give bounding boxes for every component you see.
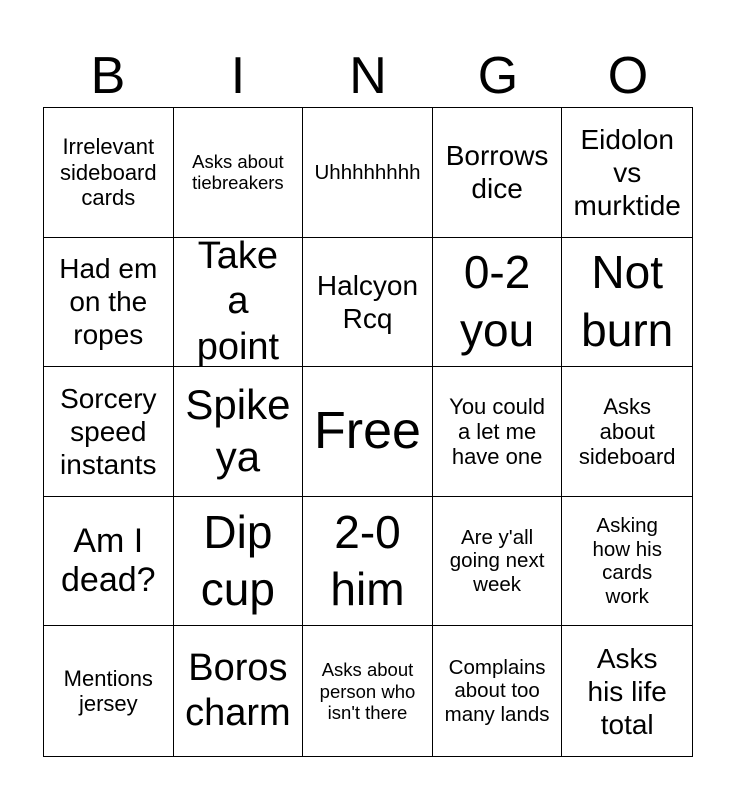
bingo-cell[interactable]: Mentions jersey	[44, 626, 174, 756]
bingo-cell[interactable]: Eidolon vs murktide	[562, 108, 692, 238]
bingo-cell[interactable]: Asks about person who isn't there	[303, 626, 433, 756]
bingo-cell[interactable]: Complains about too many lands	[433, 626, 563, 756]
bingo-cell-free[interactable]: Free	[303, 367, 433, 497]
bingo-cell[interactable]: Halcyon Rcq	[303, 238, 433, 368]
bingo-cell[interactable]: 0-2 you	[433, 238, 563, 368]
bingo-cell[interactable]: Dip cup	[174, 497, 304, 627]
bingo-cell[interactable]: Borrows dice	[433, 108, 563, 238]
bingo-cell[interactable]: Asks his life total	[587, 642, 667, 740]
bingo-cell[interactable]: Boros charm	[174, 626, 304, 756]
bingo-cell[interactable]: Am I dead?	[44, 497, 174, 627]
header-letter-g: G	[477, 47, 519, 105]
bingo-cell[interactable]: Are y'all going next week	[433, 497, 563, 627]
header-letter-i: I	[230, 47, 246, 105]
bingo-cell[interactable]: Asks about tiebreakers	[174, 108, 304, 238]
bingo-cell[interactable]: You could a let me have one	[433, 367, 563, 497]
bingo-board	[43, 107, 693, 757]
header-letter-o: O	[607, 47, 649, 105]
bingo-cell[interactable]: Asks about sideboard	[562, 367, 692, 497]
header-letter-b: B	[90, 47, 126, 105]
bingo-cell[interactable]: Uhhhhhhhh	[303, 108, 433, 238]
bingo-cell[interactable]: Take a point	[174, 238, 304, 368]
bingo-cell[interactable]: Had em on the ropes	[44, 238, 174, 368]
bingo-cell[interactable]: Spike ya	[174, 367, 304, 497]
bingo-cell[interactable]: Asking how his cards work	[562, 497, 692, 627]
bingo-cell[interactable]: Not burn	[562, 238, 692, 368]
bingo-cell[interactable]: 2-0 him	[303, 497, 433, 627]
bingo-cell[interactable]: Irrelevant sideboard cards	[44, 108, 174, 238]
bingo-header	[43, 45, 693, 107]
bingo-cell[interactable]: Sorcery speed instants	[44, 367, 174, 497]
header-letter-n: N	[349, 47, 387, 105]
